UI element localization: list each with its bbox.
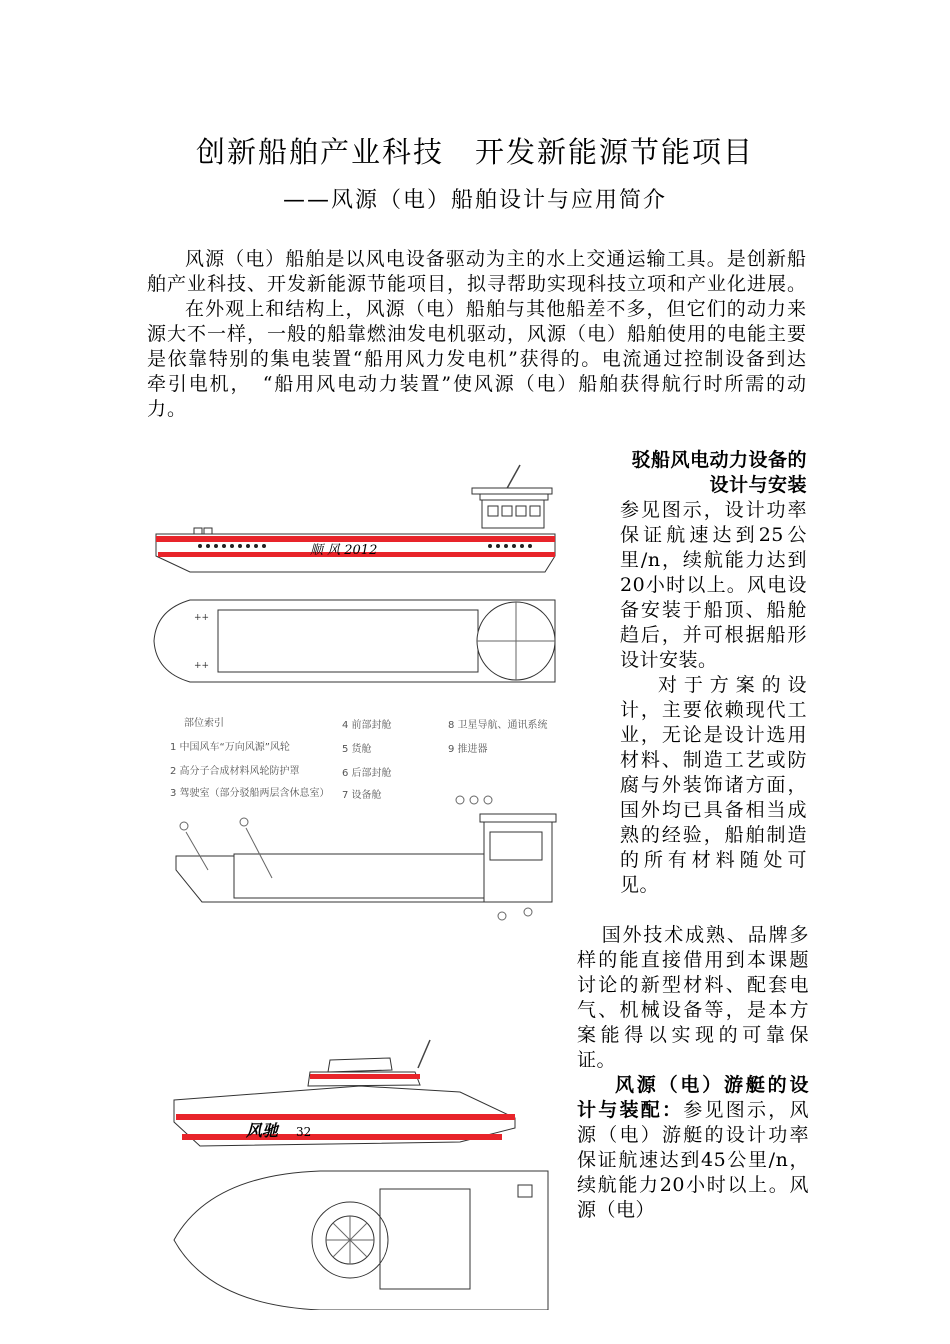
section-barge-p3: 国外技术成熟、品牌多样的能直接借用到本课题讨论的新型材料、配套电气、机械设备等，是本方案能得以实现的可靠保证。	[577, 924, 809, 1071]
barge-side-view-drawing	[150, 460, 565, 585]
section-yacht-text	[577, 923, 809, 1223]
section-barge-p1: 参见图示，设计功率保证航速达到25公里/n，续航能力达到20小时以上。风电设备安装于船顶、船舱趋后，并可根据船形设计安装。	[620, 499, 807, 671]
section-barge-p2: 对于方案的设计，主要依赖现代工业，无论是设计选用材料、制造工艺或防腐与外装饰诸方面，国外均已具备相当成熟的经验，船舶制造的所有材料随处可见。	[620, 674, 807, 896]
section-yacht-body: 参见图示，风源（电）游艇的设计功率保证航速达到45公里/n，续航能力20小时以上。风源（电）	[577, 1099, 809, 1221]
barge-plan-view-drawing	[150, 596, 565, 688]
intro-paragraph-2: 在外观上和结构上，风源（电）船舶与其他船差不多，但它们的动力来源大不一样，一般的船靠燃油发电机驱动，风源（电）船舶使用的电能主要是依靠特别的集电装置“船用风力发电机”获得的。电流通过控制设备到达牵引电机， “船用风电动力装置”使风源（电）船舶获得航行时所需的动力。	[147, 298, 808, 420]
legend-item: 8 卫星导航、通讯系统	[448, 720, 548, 731]
barge-section-drawing	[172, 792, 572, 932]
svg-text:++: ++	[194, 613, 210, 623]
svg-text:++: ++	[194, 661, 210, 671]
page-title: 创新船舶产业科技 开发新能源节能项目	[195, 135, 754, 169]
legend-item: 2 高分子合成材料风轮防护罩	[170, 766, 300, 777]
legend-item: 7 设备舱	[342, 790, 382, 801]
legend-item: 1 中国风车“万向风源”风轮	[170, 742, 290, 753]
page-subtitle: ——风源（电）船舶设计与应用简介	[282, 188, 667, 213]
intro-paragraph-1: 风源（电）船舶是以风电设备驱动为主的水上交通运输工具。是创新船舶产业科技、开发新能源节能项目，拟寻帮助实现科技立项和产业化进展。	[147, 248, 808, 295]
section-barge-text	[620, 448, 807, 898]
yacht-plan-view-drawing	[170, 1165, 550, 1310]
section-yacht-para	[577, 1073, 809, 1223]
barge-legend	[170, 714, 570, 804]
legend-title: 部位索引	[184, 718, 224, 729]
section-barge-heading: 驳船风电动力设备的设计与安装	[631, 449, 807, 496]
section-yacht-heading: 风源（电）游艇的设计与装配：	[577, 1074, 809, 1121]
intro-text	[147, 247, 807, 422]
legend-item: 3 驾驶室（部分驳船两层含休息室）	[170, 788, 330, 799]
legend-item: 6 后部封舱	[342, 768, 392, 779]
legend-item: 5 货舱	[342, 744, 372, 755]
yacht-hull-number: 32	[296, 1125, 312, 1139]
legend-item: 4 前部封舱	[342, 720, 392, 731]
barge-hull-name: 顺 风 2012	[310, 543, 378, 558]
yacht-hull-name: 风驰	[246, 1121, 279, 1140]
yacht-side-view-drawing	[160, 1030, 555, 1165]
legend-item: 9 推进器	[448, 744, 488, 755]
